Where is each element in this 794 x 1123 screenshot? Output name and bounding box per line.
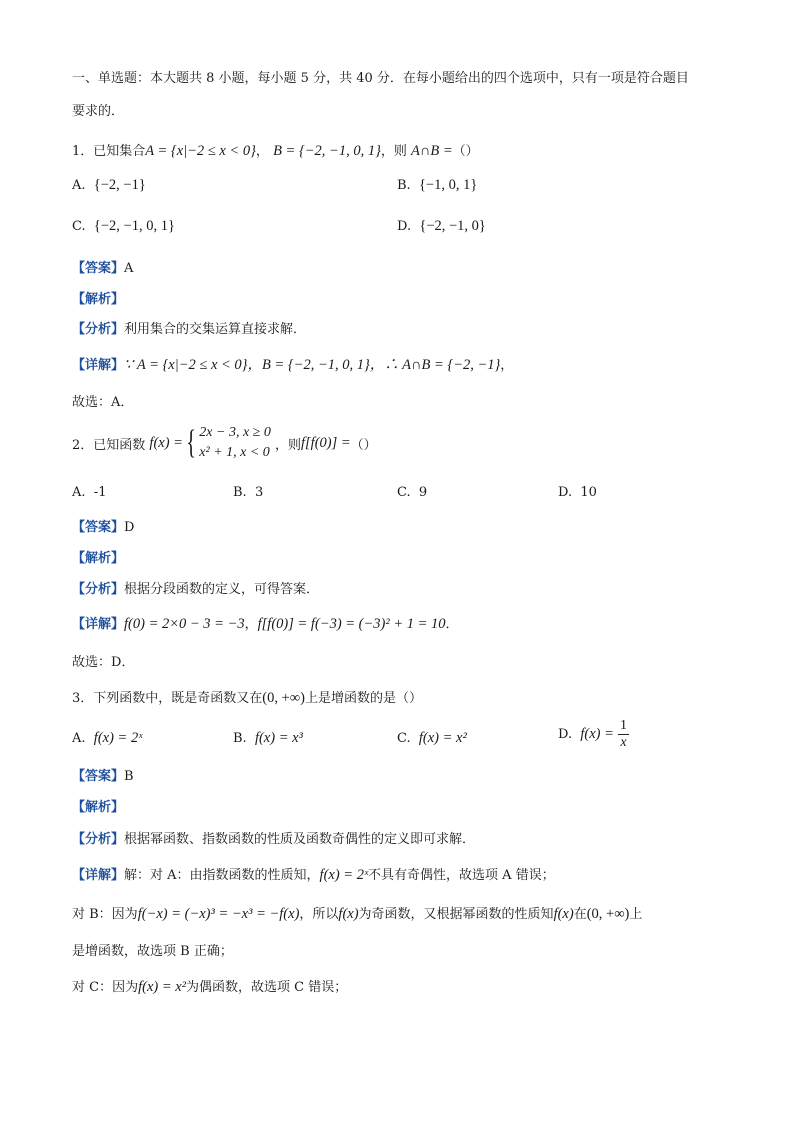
q1-set-b: B = {−2, −1, 0, 1} xyxy=(273,143,381,159)
q2-prefix: 2．已知函数 xyxy=(72,437,146,453)
q2-cases xyxy=(199,423,271,463)
q3-suffix: 上是增函数的是（） xyxy=(304,691,422,706)
q2-ask: f[f(0)] = xyxy=(301,434,351,451)
q2-f: f(x) = xyxy=(149,434,183,451)
q3-interval: (0, +∞) xyxy=(262,690,305,706)
q3-answer: 【答案】B xyxy=(72,769,134,784)
q2-brace: { xyxy=(186,424,197,461)
q1-fenxi: 【分析】利用集合的交集运算直接求解． xyxy=(72,322,307,337)
q3-option-d: D. f(x) = $\frac{1}{x}$ xyxy=(558,718,628,750)
q3-stem xyxy=(72,687,422,707)
section-header-line1: 一、单选题：本大题共 8 小题，每小题 5 分，共 40 分．在每小题给出的四个选项中，只有一项是符合题目 xyxy=(72,71,689,86)
q1-option-a: A. {−2, −1} xyxy=(72,177,146,193)
q2-detail: 【详解】f(0) = 2×0 − 3 = −3，f[f(0)] = f(−3) = (−3)² + 1 = 10． xyxy=(72,616,459,632)
q2-option-b: B. 3 xyxy=(233,485,264,500)
q1-sep2: ，则 xyxy=(380,144,407,159)
q2-option-d: D. 10 xyxy=(558,485,597,500)
q2-case1: 2x − 3, x ≥ 0 xyxy=(199,425,271,440)
q2-option-a: A. -1 xyxy=(72,485,107,500)
q2-stem xyxy=(72,423,377,463)
q1-option-d: D. {−2, −1, 0} xyxy=(397,218,486,234)
q3-option-c: C. f(x) = x² xyxy=(397,730,467,746)
q3-detail-1: 【详解】解：对 A：由指数函数的性质知，f(x) = 2ˣ不具有奇偶性，故选项 A 错误； xyxy=(72,867,555,883)
q2-paren: （） xyxy=(350,437,377,453)
q1-prefix: 1．已知集合 xyxy=(72,144,146,159)
q1-answer: 【答案】A xyxy=(72,261,134,276)
q2-ask-pre: ，则 xyxy=(274,437,301,453)
q2-answer: 【答案】D xyxy=(72,520,135,535)
q1-analysis-label: 【解析】 xyxy=(72,292,125,307)
q1-set-a: A = {x|−2 ≤ x < 0} xyxy=(145,143,256,159)
q1-stem xyxy=(72,140,479,160)
q3-detail-2: 对 B：因为f(−x) = (−x)³ = −x³ = −f(x)，所以f(x)为奇函数，又根据幂函数的性质知f(x)在(0, +∞)上 xyxy=(72,906,643,922)
q1-detail: 【详解】∵ A = {x|−2 ≤ x < 0}，B = {−2, −1, 0, 1}，∴ A∩B = {−2, −1}， xyxy=(72,357,514,373)
section-header-line2: 要求的． xyxy=(72,104,125,119)
q1-choose: 故选：A． xyxy=(72,395,134,410)
q3-fenxi: 【分析】根据幂函数、指数函数的性质及函数奇偶性的定义即可求解． xyxy=(72,832,476,847)
q3-prefix: 3．下列函数中，既是奇函数又在 xyxy=(72,691,263,706)
q2-case2: x² + 1, x < 0 xyxy=(199,445,270,460)
q2-analysis-label: 【解析】 xyxy=(72,551,125,566)
q1-paren: （） xyxy=(452,144,479,159)
q1-option-c: C. {−2, −1, 0, 1} xyxy=(72,218,175,234)
q1-ask: A∩B = xyxy=(411,143,453,159)
q2-fenxi: 【分析】根据分段函数的定义，可得答案． xyxy=(72,582,320,597)
q2-option-c: C. 9 xyxy=(397,485,428,500)
q3-detail-3: 是增函数，故选项 B 正确； xyxy=(72,944,233,959)
q2-choose: 故选：D． xyxy=(72,655,135,670)
q3-option-a: A. f(x) = 2ˣ xyxy=(72,730,143,746)
q3-option-b: B. f(x) = x³ xyxy=(233,730,303,746)
q3-analysis-label: 【解析】 xyxy=(72,800,125,815)
q1-sep1: ， xyxy=(255,144,269,159)
q1-option-b: B. {−1, 0, 1} xyxy=(397,177,478,193)
q3-detail-4: 对 C：因为f(x) = x²为偶函数，故选项 C 错误； xyxy=(72,979,348,995)
q3-optd-fraction: $\frac{1}{x}$ xyxy=(620,718,628,750)
